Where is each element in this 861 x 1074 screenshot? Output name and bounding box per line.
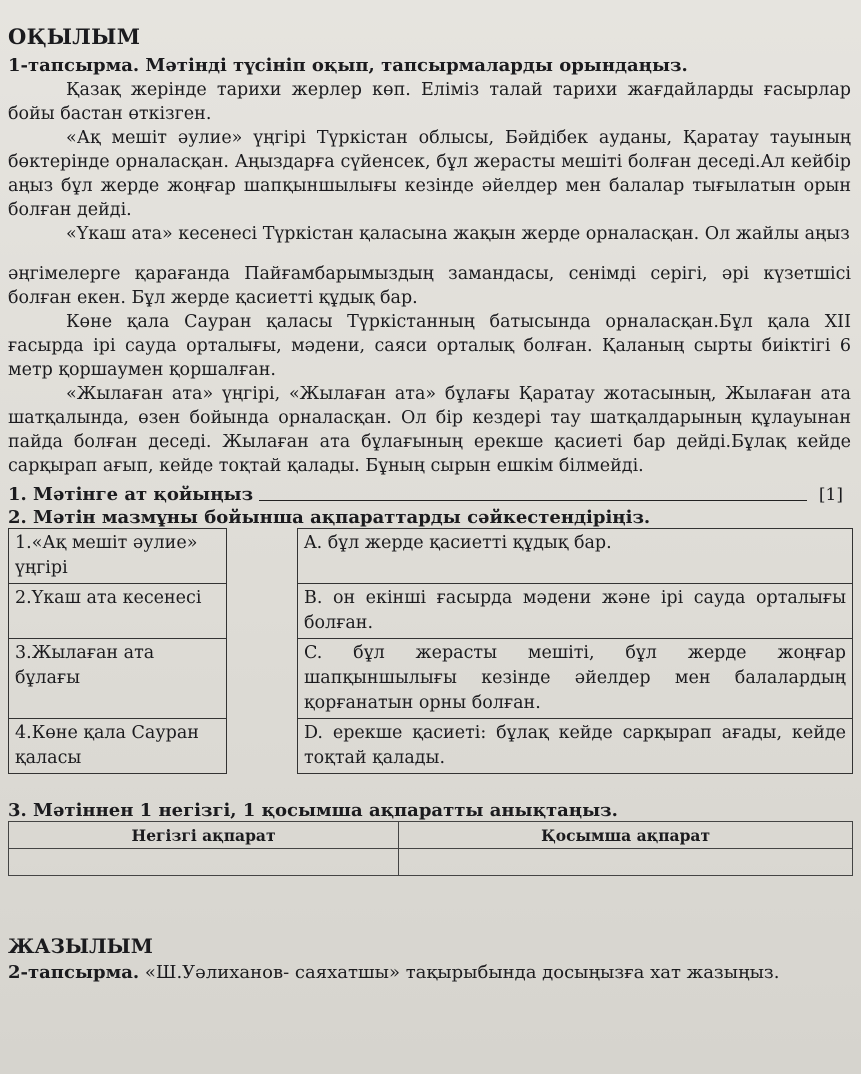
match-left-item: 1.«Ақ мешіт әулие» үңгірі [9,529,227,584]
main-info-answer-cell[interactable] [9,849,399,876]
paragraph-ukash-ata-start: «Үкаш ата» кесенесі Түркістан қаласына жақын жерде орналасқан. Ол жайлы аңыз [66,224,850,244]
match-row [9,639,853,719]
main-info-header: Негізгі ақпарат [9,822,399,849]
extra-info-header: Қосымша ақпарат [399,822,853,849]
match-right-item: D. ерекше қасиеті: бұлақ кейде сарқырап ағады, кейде тоқтай қалады. [298,719,853,774]
match-row [9,529,853,584]
extra-info-answer-cell[interactable] [399,849,853,876]
paragraph-sauran: Көне қала Сауран қаласы Түркістанның батысында орналасқан.Бұл қала XII ғасырда ірі сауда орталығы, мәдени, саяси орталық болған. Қаланың сырты биіктігі 6 метр қоршаумен қоршалған. [8,312,851,380]
match-left-item: 2.Үкаш ата кесенесі [9,584,227,639]
match-answer-cell[interactable] [227,719,298,774]
match-row [9,584,853,639]
match-left-item: 4.Көне қала Сауран қаласы [9,719,227,774]
match-right-item: A. бұл жерде қасиетті құдық бар. [298,529,853,584]
paragraph-ak-meshit: «Ақ мешіт әулие» үңгірі Түркістан облысы, Бәйдібек ауданы, Қаратау тауының бөктерінде орналасқан. Аңыздарға сүйенсек, бұл жерасты мешіті болған деседі.Ал кейбір аңыз бұл жерде жоңғар шапқыншылығы кезінде әйелдер мен балалар тығылатын орын болған дейді. [8,128,851,220]
match-answer-cell[interactable] [227,584,298,639]
title-answer-line[interactable] [259,499,807,501]
writing-section [8,934,851,983]
question-1-label: 1. Мәтінге ат қойыңыз [8,484,254,505]
task2-line [8,962,851,983]
question-1-score: [1] [818,485,843,505]
question-3-label: 3. Мәтіннен 1 негізгі, 1 қосымша ақпаратты анықтаңыз. [8,800,618,821]
paragraph-zhylagan-ata: «Жылаған ата» үңгірі, «Жылаған ата» бұлағы Қаратау жотасының, Жылаған ата шатқалында, өзен бойында орналасқан. Ол бір кездері тау шатқалдарының құлауынан пайда болған деседі. Жылаған ата бұлағының ерекше қасиеті бар дейді.Бұлақ кейде сарқырап ағып, кейде тоқтай қалады. Бұның сырын ешкім білмейді. [8,384,851,476]
matching-table [8,528,853,774]
match-right-item: B. он екінші ғасырда мәдени және ірі сауда орталығы болған. [298,584,853,639]
text-gap [8,246,851,262]
task2-text: «Ш.Уәлиханов- саяхатшы» тақырыбында досыңызға хат жазыңыз. [144,962,780,983]
question-2-label: 2. Мәтін мазмұны бойынша ақпараттарды сәйкестендіріңіз. [8,507,651,528]
reading-title: ОҚЫЛЫМ [8,24,141,49]
match-row [9,719,853,774]
info-table [8,821,853,876]
match-answer-cell[interactable] [227,639,298,719]
question-1-row [8,484,851,505]
paragraph-intro: Қазақ жерінде тарихи жерлер көп. Еліміз талай тарихи жағдайларды ғасырлар бойы бастан өткізген. [8,80,851,124]
writing-title: ЖАЗЫЛЫМ [8,934,153,958]
info-answer-row [9,849,853,876]
paragraph-ukash-ata-end: әңгімелерге қарағанда Пайғамбарымыздың замандасы, сенімді серігі, әрі күзетшісі болған екен. Бұл жерде қасиетті құдық бар. [8,264,851,308]
task1-heading: 1-тапсырма. Мәтінді түсініп оқып, тапсырмаларды орындаңыз. [8,55,688,76]
info-header-row [9,822,853,849]
match-left-item: 3.Жылаған ата бұлағы [9,639,227,719]
match-answer-cell[interactable] [227,529,298,584]
task2-prefix: 2-тапсырма. [8,962,140,983]
match-right-item: C. бұл жерасты мешіті, бұл жерде жоңғар шапқыншылығы кезінде әйелдер мен балалардың қорғанатын орны болған. [298,639,853,719]
